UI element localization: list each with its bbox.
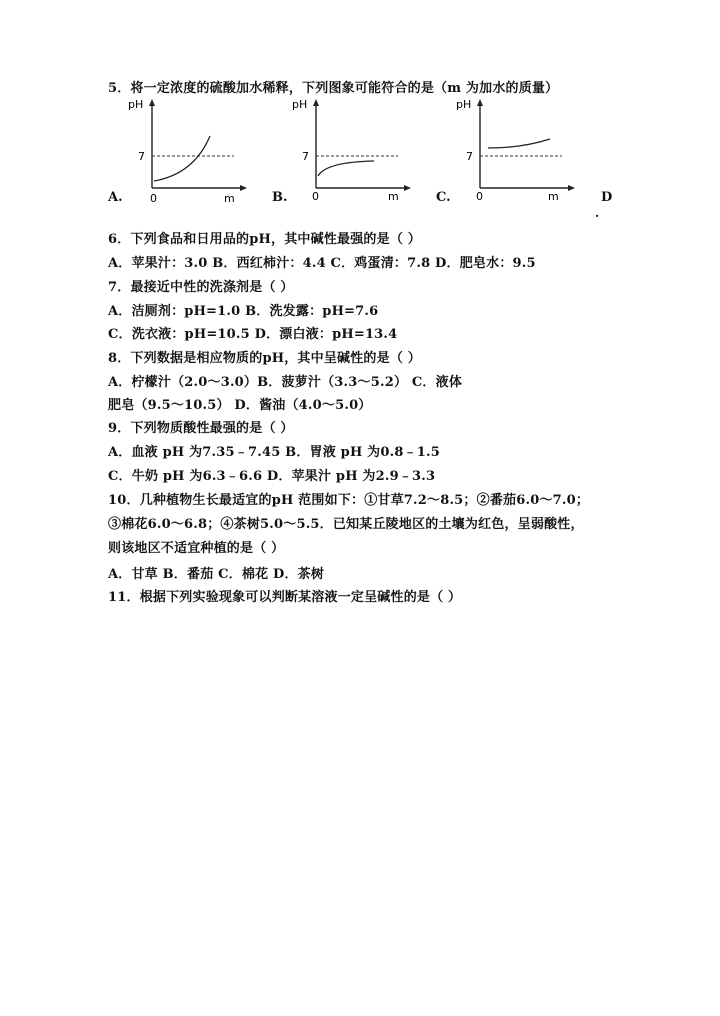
- question-5-stem: 5．将一定浓度的硫酸加水稀释，下列图象可能符合的是（m 为加水的质量）: [108, 81, 559, 96]
- x-axis-arrow: [240, 185, 247, 191]
- y-axis-label: pH: [128, 98, 144, 111]
- option-d-label: D: [601, 190, 613, 205]
- y-axis-label: pH: [292, 98, 308, 111]
- question-7-options-ab: A．洁厕剂：pH=1.0 B．洗发露：pH=7.6: [108, 304, 379, 319]
- option-b-label: B.: [272, 190, 288, 205]
- question-10-options: A．甘草 B．番茄 C．棉花 D．茶树: [108, 567, 325, 582]
- ph7-label: 7: [302, 150, 309, 163]
- y-axis-arrow: [149, 99, 155, 106]
- question-8-options-line2: 肥皂（9.5～10.5） D．酱油（4.0～5.0）: [108, 398, 372, 413]
- curve-a: [154, 136, 210, 181]
- x-axis-label: m: [388, 190, 399, 203]
- graph-c-svg: [452, 96, 592, 206]
- curve-b: [318, 161, 374, 176]
- x-axis-label: m: [548, 190, 559, 203]
- x-axis-arrow: [568, 185, 575, 191]
- question-7-stem: 7．最接近中性的洗涤剂是（ ）: [108, 280, 294, 295]
- option-c-label: C.: [436, 190, 451, 205]
- question-10-stem-line1: 10．几种植物生长最适宜的pH 范围如下：①甘草7.2～8.5；②番茄6.0～7.0；: [108, 493, 590, 508]
- option-a-label: A.: [108, 190, 123, 205]
- question-6-options: A．苹果汁：3.0 B．西红柿汁：4.4 C．鸡蛋清：7.8 D．肥皂水：9.5: [108, 256, 536, 271]
- ph7-label: 7: [466, 150, 473, 163]
- question-6-stem: 6．下列食品和日用品的pH，其中碱性最强的是（ ）: [108, 232, 421, 247]
- y-axis-arrow: [477, 99, 483, 106]
- x-axis-arrow: [404, 185, 411, 191]
- y-axis-arrow: [313, 99, 319, 106]
- question-7-options-cd: C．洗衣液：pH=10.5 D．漂白液：pH=13.4: [108, 327, 398, 342]
- question-5-graphs: [108, 96, 618, 226]
- question-9-options-cd: C．牛奶 pH 为6.3﹣6.6 D．苹果汁 pH 为2.9﹣3.3: [108, 469, 436, 484]
- origin-label: 0: [312, 190, 319, 203]
- y-axis-label: pH: [456, 98, 472, 111]
- graph-a-svg: [124, 96, 264, 206]
- x-axis-label: m: [224, 192, 235, 205]
- curve-c: [488, 139, 550, 148]
- option-d-dot: .: [595, 206, 600, 220]
- question-10-stem-line2: ③棉花6.0～6.8；④茶树5.0～5.5．已知某丘陵地区的土壤为红色，呈弱酸性，: [108, 517, 584, 532]
- question-8-options-line1: A．柠檬汁（2.0～3.0）B．菠萝汁（3.3～5.2） C．液体: [108, 375, 463, 390]
- question-8-stem: 8．下列数据是相应物质的pH，其中呈碱性的是（ ）: [108, 351, 421, 366]
- origin-label: 0: [476, 190, 483, 203]
- question-9-options-ab: A．血液 pH 为7.35﹣7.45 B．胃液 pH 为0.8﹣1.5: [108, 445, 441, 460]
- question-10-stem-line3: 则该地区不适宜种植的是（ ）: [108, 541, 285, 556]
- question-11-stem: 11．根据下列实验现象可以判断某溶液一定呈碱性的是（ ）: [108, 590, 462, 605]
- ph7-label: 7: [138, 150, 145, 163]
- question-9-stem: 9．下列物质酸性最强的是（ ）: [108, 421, 294, 436]
- origin-label: 0: [150, 192, 157, 205]
- graph-b-svg: [288, 96, 428, 206]
